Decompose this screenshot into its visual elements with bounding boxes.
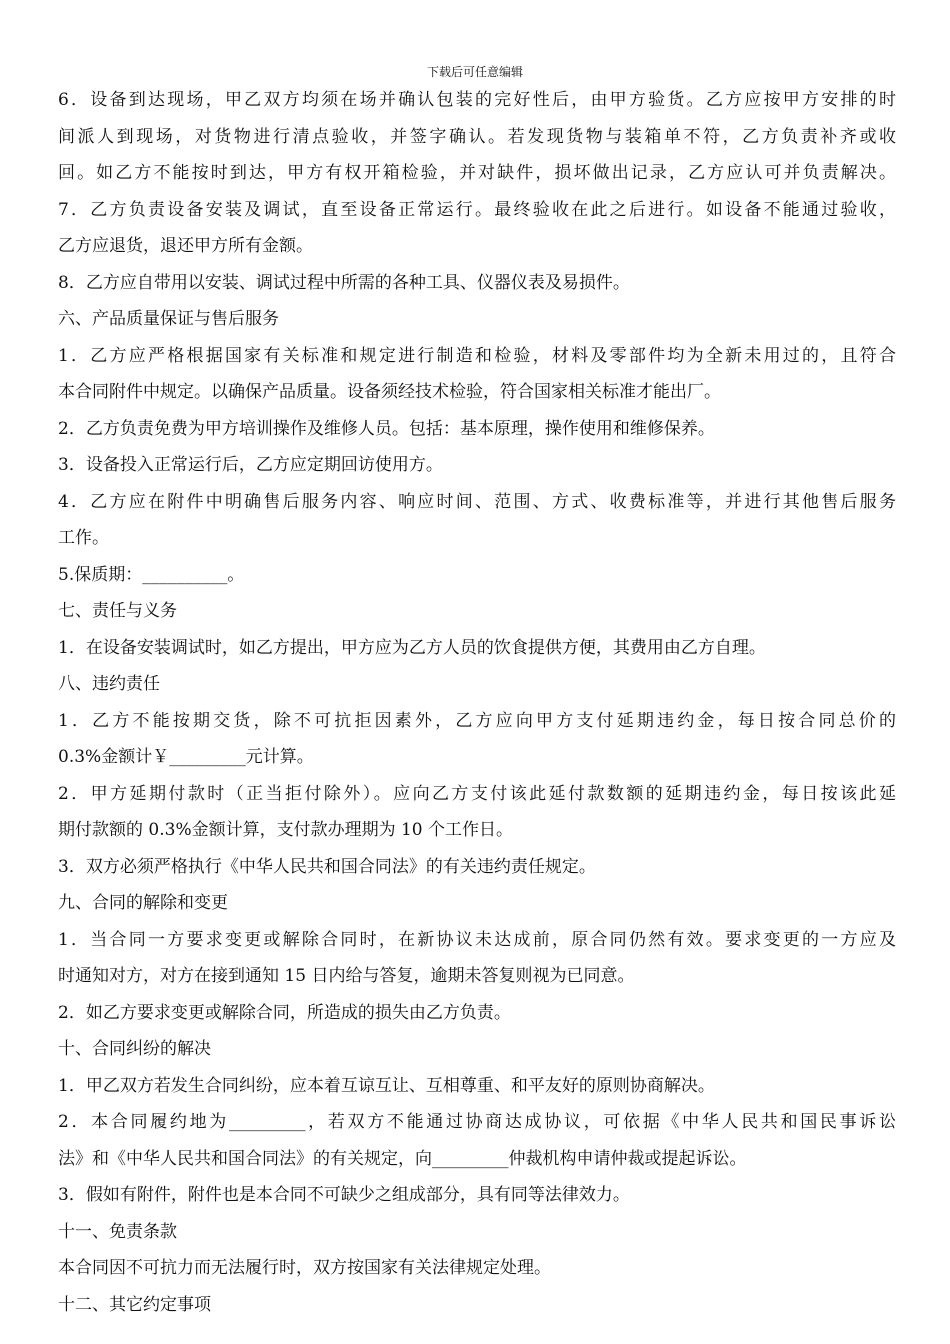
contract-line-l19: 0.3%金额计￥_________元计算。 (58, 747, 314, 767)
contract-line-l14: 5.保质期：__________。 (58, 564, 245, 585)
contract-line-l32: 十一、免责条款 (58, 1221, 177, 1242)
contract-line-l03: 回。如乙方不能按时到达，甲方有权开箱检验，并对缺件，损坏做出记录，乙方应认可并负责解决。 (58, 163, 896, 183)
contract-line-l12: 4．乙方应在附件中明确售后服务内容、响应时间、范围、方式、收费标准等，并进行其他售后服务 (58, 491, 896, 512)
contract-line-l06: 8．乙方应自带用以安装、调试过程中所需的各种工具、仪器仪表及易损件。 (58, 272, 630, 293)
contract-line-l24: 1．当合同一方要求变更或解除合同时，在新协议未达成前，原合同仍然有效。要求变更的一方应及 (58, 929, 896, 950)
contract-line-l04: 7．乙方负责设备安装及调试，直至设备正常运行。最终验收在此之后进行。如设备不能通过验收， (58, 199, 896, 220)
contract-line-l01: 6．设备到达现场，甲乙双方均须在场并确认包装的完好性后，由甲方验货。乙方应按甲方安排的时 (58, 90, 896, 110)
contract-line-l23: 九、合同的解除和变更 (58, 893, 228, 913)
contract-line-l30: 法》和《中华人民共和国合同法》的有关规定，向_________仲裁机构申请仲裁或提起诉讼。 (58, 1148, 747, 1169)
contract-line-l27: 十、合同纠纷的解决 (58, 1039, 211, 1059)
contract-line-l09: 本合同附件中规定。以确保产品质量。设备须经技术检验，符合国家相关标准才能出厂。 (58, 382, 721, 402)
contract-line-l20: 2．甲方延期付款时（正当拒付除外）。应向乙方支付该此延付款数额的延期违约金，每日按该此延 (58, 783, 896, 804)
contract-line-l02: 间派人到现场，对货物进行清点验收，并签字确认。若发现货物与装箱单不符，乙方负责补齐或收 (58, 126, 896, 147)
contract-line-l13: 工作。 (58, 528, 109, 548)
contract-line-l34: 十二、其它约定事项 (58, 1294, 211, 1315)
page-header-note: 下载后可任意编辑 (426, 65, 523, 79)
contract-line-l05: 乙方应退货，退还甲方所有金额。 (58, 236, 313, 256)
contract-line-l33: 本合同因不可抗力而无法履行时，双方按国家有关法律规定处理。 (58, 1258, 551, 1278)
contract-line-l21: 期付款额的 0.3%金额计算，支付款办理期为 10 个工作日。 (58, 820, 514, 840)
contract-line-l15: 七、责任与义务 (58, 601, 177, 621)
contract-line-l29: 2．本合同履约地为_________，若双方不能通过协商达成协议，可依据《中华人民共和国民事诉讼 (58, 1112, 896, 1132)
contract-line-l25: 时通知对方，对方在接到通知 15 日内给与答复，逾期未答复则视为已同意。 (58, 966, 635, 986)
contract-line-l11: 3．设备投入正常运行后，乙方应定期回访使用方。 (58, 455, 443, 475)
contract-line-l10: 2．乙方负责免费为甲方培训操作及维修人员。包括：基本原理，操作使用和维修保养。 (58, 418, 715, 439)
contract-line-l28: 1．甲乙双方若发生合同纠纷，应本着互谅互让、互相尊重、和平友好的原则协商解决。 (58, 1075, 715, 1096)
contract-line-l17: 八、违约责任 (58, 674, 160, 694)
contract-line-l07: 六、产品质量保证与售后服务 (58, 309, 279, 329)
contract-line-l31: 3．假如有附件，附件也是本合同不可缺少之组成部分，具有同等法律效力。 (58, 1185, 630, 1205)
contract-line-l26: 2．如乙方要求变更或解除合同，所造成的损失由乙方负责。 (58, 1002, 511, 1023)
contract-line-l22: 3．双方必须严格执行《中华人民共和国合同法》的有关违约责任规定。 (58, 856, 596, 877)
contract-line-l18: 1．乙方不能按期交货，除不可抗拒因素外，乙方应向甲方支付延期违约金，每日按合同总价的 (58, 710, 896, 731)
contract-body (58, 82, 896, 1323)
contract-line-l16: 1．在设备安装调试时，如乙方提出，甲方应为乙方人员的饮食提供方便，其费用由乙方自理。 (58, 637, 766, 658)
contract-line-l08: 1．乙方应严格根据国家有关标准和规定进行制造和检验，材料及零部件均为全新未用过的，且符合 (58, 345, 896, 366)
